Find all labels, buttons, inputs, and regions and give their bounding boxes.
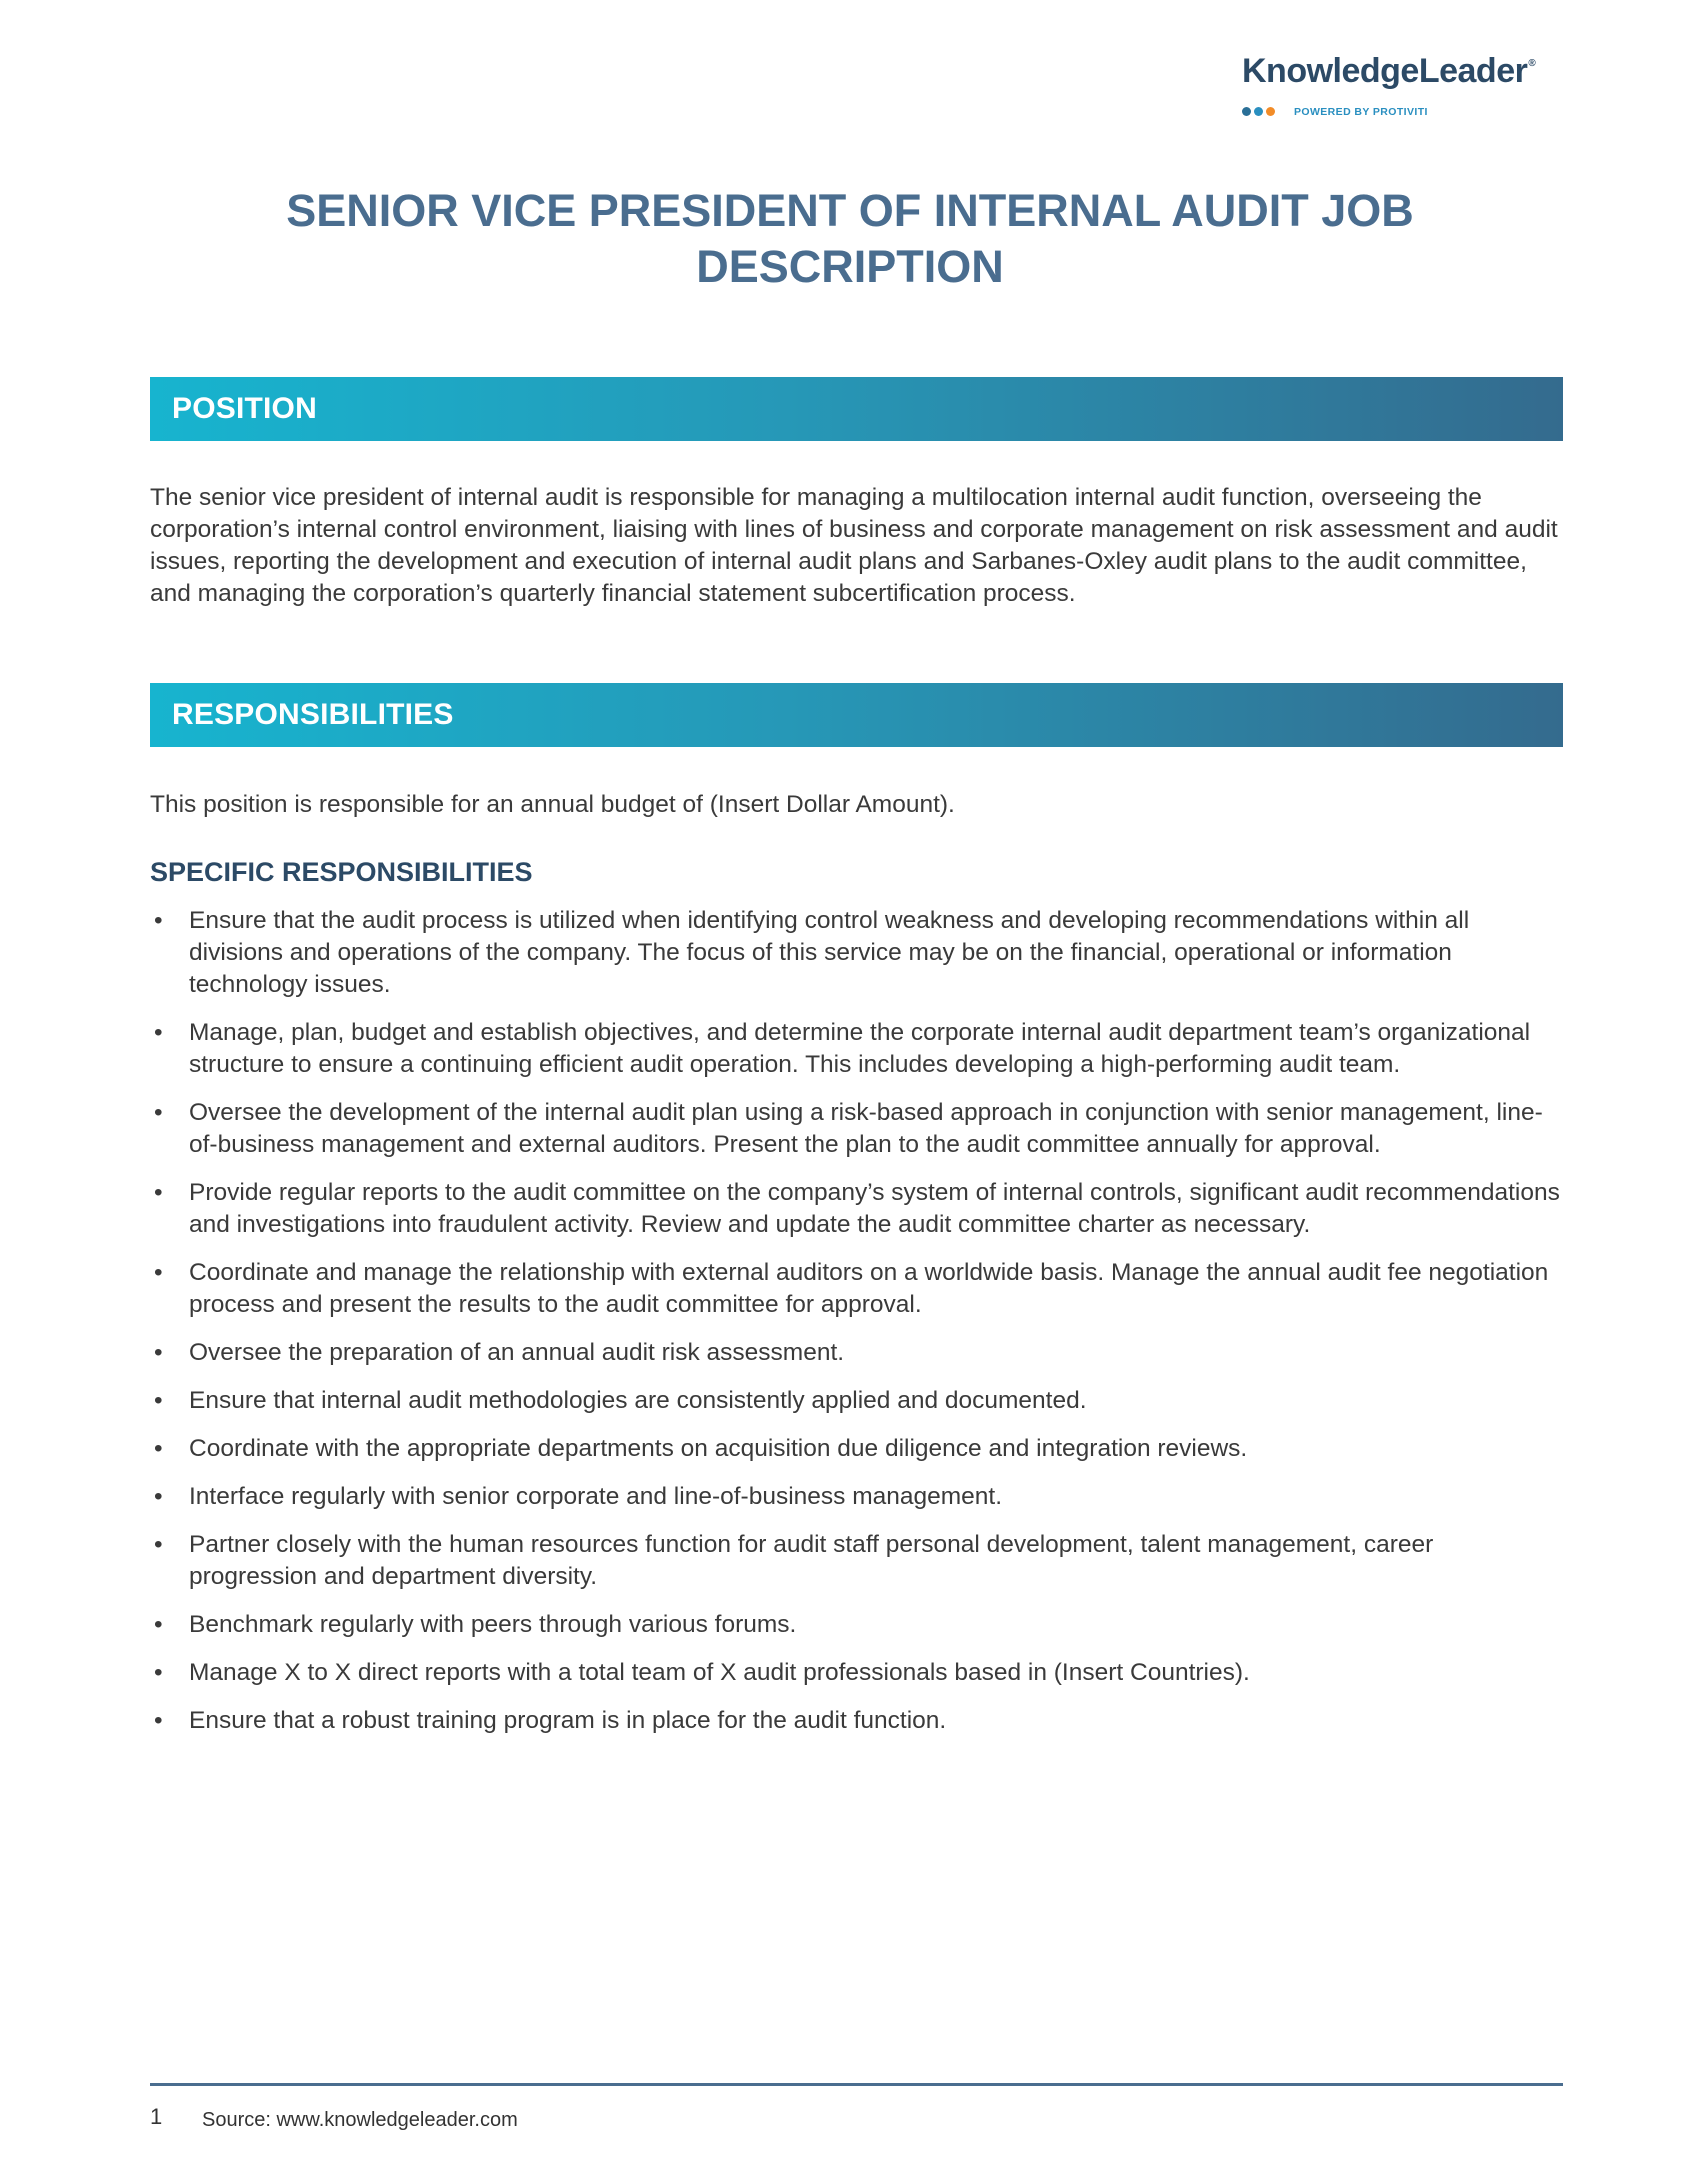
- responsibilities-list: [150, 905, 1563, 1753]
- budget-statement: This position is responsible for an annual budget of (Insert Dollar Amount).: [150, 791, 955, 818]
- bullet-icon: •: [154, 1707, 163, 1734]
- list-item-text: Manage, plan, budget and establish objectives, and determine the corporate internal audit department team’s organizational structure to ensure a continuing efficient audit operation. This includes developing a high-performing audit team.: [189, 1019, 1531, 1078]
- list-item-text: Manage X to X direct reports with a total team of X audit professionals based in (Insert Countries).: [189, 1659, 1250, 1686]
- bullet-icon: •: [154, 1259, 163, 1286]
- bullet-icon: •: [154, 1611, 163, 1638]
- bullet-icon: •: [154, 1435, 163, 1462]
- bullet-icon: •: [154, 1179, 163, 1206]
- knowledgeleader-logo: [1242, 52, 1562, 132]
- list-item-text: Interface regularly with senior corporate and line-of-business management.: [189, 1483, 1003, 1510]
- position-description: The senior vice president of internal audit is responsible for managing a multilocation internal audit function, overseeing the corporation’s internal control environment, liaising with lines of business and corporate management on risk assessment and audit issues, reporting the development and execution of internal audit plans and Sarbanes-Oxley audit plans to the audit committee, and managing the corporation’s quarterly financial statement subcertification process.: [150, 484, 1558, 607]
- bullet-icon: •: [154, 1339, 163, 1366]
- footer-source: Source: www.knowledgeleader.com: [202, 2109, 518, 2131]
- list-item: [150, 1481, 1563, 1513]
- bullet-icon: •: [154, 1387, 163, 1414]
- logo-dots-icon: [1242, 107, 1275, 117]
- list-item: [150, 1177, 1563, 1241]
- list-item: [150, 1609, 1563, 1641]
- list-item-text: Ensure that a robust training program is in place for the audit function.: [189, 1707, 947, 1734]
- list-item-text: Ensure that internal audit methodologies are consistently applied and documented.: [189, 1387, 1087, 1414]
- list-item: [150, 1337, 1563, 1369]
- list-item-text: Coordinate with the appropriate departments on acquisition due diligence and integration reviews.: [189, 1435, 1248, 1462]
- logo-dot-2: [1254, 107, 1263, 116]
- specific-responsibilities-heading: SPECIFIC RESPONSIBILITIES: [150, 857, 533, 887]
- list-item: [150, 1657, 1563, 1689]
- position-heading: POSITION: [172, 392, 317, 425]
- bullet-icon: •: [154, 907, 163, 934]
- logo-wordmark: [1242, 52, 1535, 91]
- document-title: SENIOR VICE PRESIDENT OF INTERNAL AUDIT JOB DESCRIPTION: [286, 185, 1414, 292]
- bullet-icon: •: [154, 1099, 163, 1126]
- list-item: [150, 1257, 1563, 1321]
- list-item: [150, 1385, 1563, 1417]
- list-item-text: Provide regular reports to the audit committee on the company’s system of internal controls, significant audit recommendations and investigations into fraudulent activity. Review and update the audit committee charter as necessary.: [189, 1179, 1560, 1238]
- list-item: [150, 1017, 1563, 1081]
- footer-divider: [150, 2083, 1563, 2086]
- list-item-text: Ensure that the audit process is utilized when identifying control weakness and developing recommendations within all divisions and operations of the company. The focus of this service may be on the financial, operational or information technology issues.: [189, 907, 1470, 998]
- bullet-icon: •: [154, 1531, 163, 1558]
- page-number: 1: [150, 2104, 163, 2129]
- list-item-text: Partner closely with the human resources function for audit staff personal development, talent management, career progression and department diversity.: [189, 1531, 1434, 1590]
- logo-brand-name: KnowledgeLeader: [1242, 52, 1528, 90]
- list-item-text: Oversee the preparation of an annual audit risk assessment.: [189, 1339, 845, 1366]
- position-section-bar: [150, 377, 1563, 441]
- list-item-text: Coordinate and manage the relationship with external auditors on a worldwide basis. Manage the annual audit fee negotiation process and present the results to the audit committee for approval.: [189, 1259, 1549, 1318]
- list-item: [150, 1433, 1563, 1465]
- logo-tagline: POWERED BY PROTIVITI: [1294, 106, 1428, 118]
- list-item: [150, 1097, 1563, 1161]
- list-item: [150, 1529, 1563, 1593]
- bullet-icon: •: [154, 1019, 163, 1046]
- logo-registered-mark: ®: [1528, 58, 1536, 69]
- logo-dot-1: [1242, 107, 1251, 116]
- bullet-icon: •: [154, 1659, 163, 1686]
- list-item-text: Benchmark regularly with peers through various forums.: [189, 1611, 797, 1638]
- bullet-icon: •: [154, 1483, 163, 1510]
- list-item: [150, 1705, 1563, 1737]
- list-item-text: Oversee the development of the internal audit plan using a risk-based approach in conjunction with senior management, line-of-business management and external auditors. Present the plan to the audit committee annually for approval.: [189, 1099, 1543, 1158]
- responsibilities-heading: RESPONSIBILITIES: [172, 698, 454, 731]
- responsibilities-section-bar: [150, 683, 1563, 747]
- logo-dot-3: [1266, 107, 1275, 116]
- list-item: [150, 905, 1563, 1001]
